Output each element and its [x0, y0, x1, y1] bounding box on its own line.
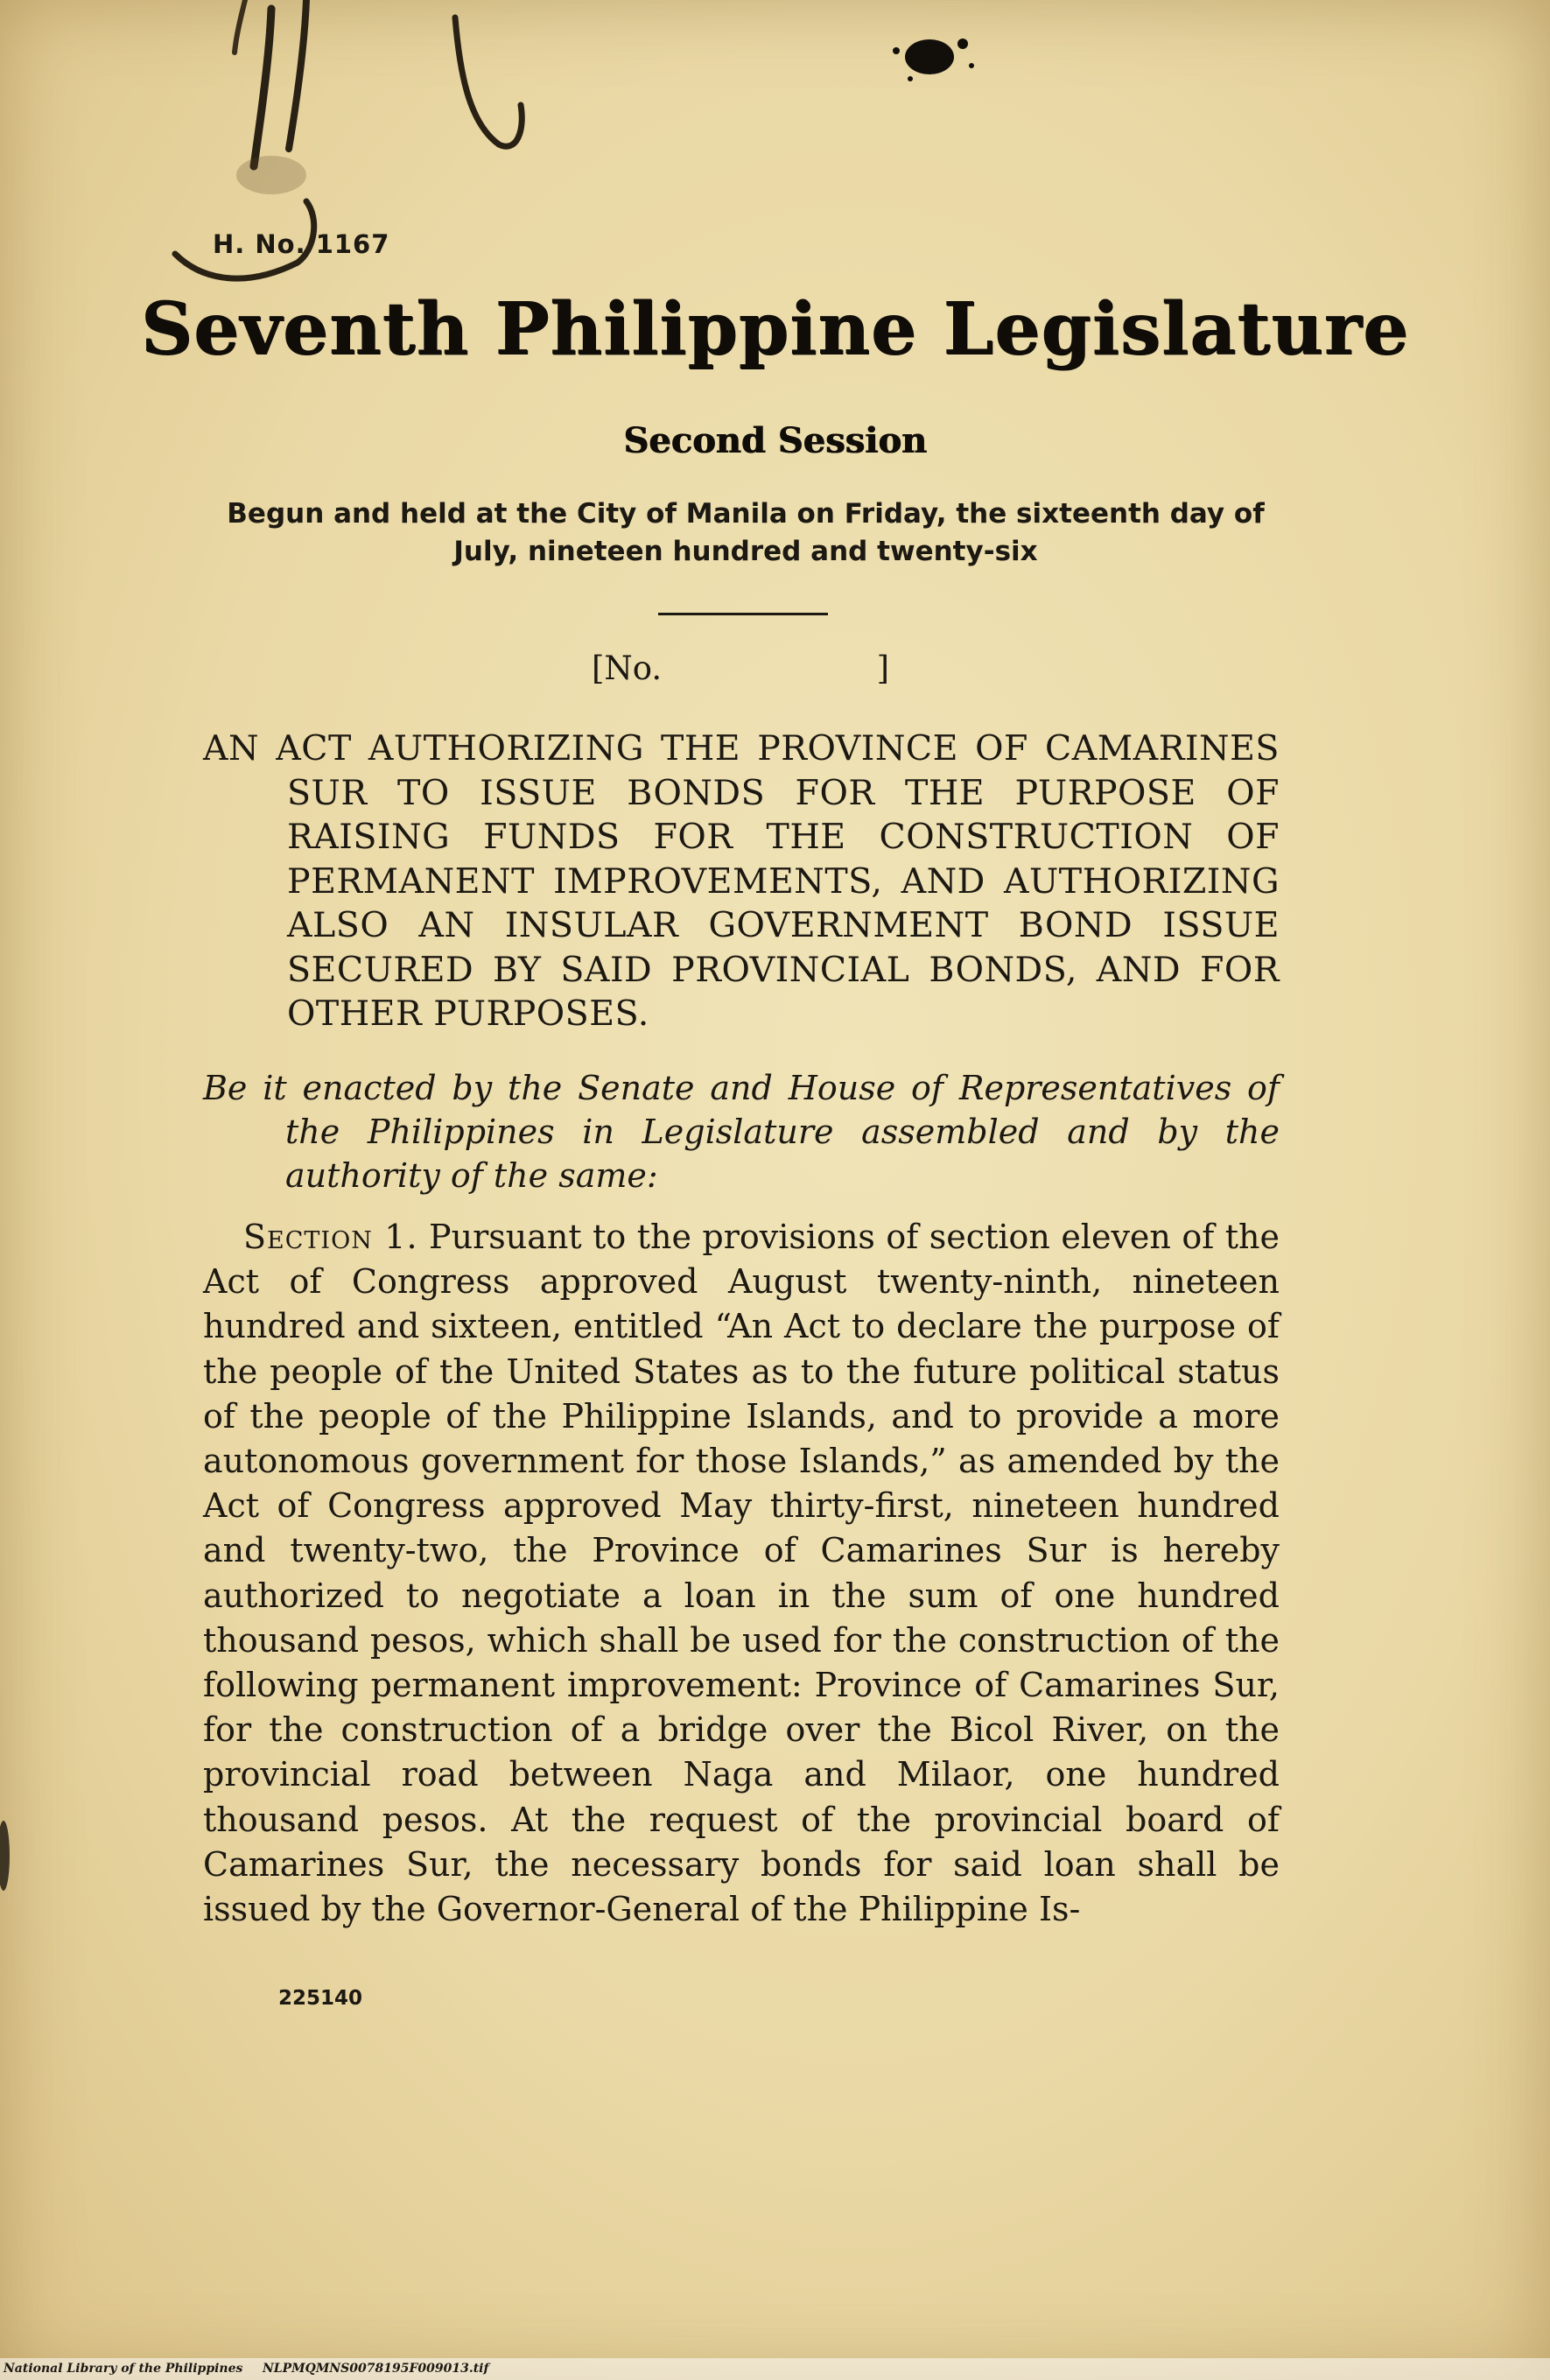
ink-blot [875, 18, 989, 96]
section-text: Pursuant to the provisions of section eleven of the Act of Congress approved August twenty-ninth, nineteen hundred and sixteen, entitled “An Act to declare the purpose of the people of the United States as to the future political status of the people of the Philippine Islands, and to provide a more autonomous government for those Islands,” as amended by the Act of Congress approved May thirty-first, nineteen hundred and twenty-two, the Province of Camarines Sur is hereby authorized to negotiate a loan in the sum of one hundred thousand pesos, which shall be used for the construction of the following permanent improvement: Province of Camarines Sur, for the construction of a bridge over the Bicol River, on the provincial road between Naga and Milaor, one hundred thousand pesos. At the request of the provincial board of Camarines Sur, the necessary bonds for said loan shall be issued by the Governor-General of the Philippine Is- [203, 1218, 1280, 1929]
act-number-open: [No. [592, 649, 663, 687]
edge-stain [0, 1794, 12, 1917]
bill-number: H. No. 1167 [213, 229, 390, 259]
divider-rule [658, 613, 828, 615]
session-title: Second Session [623, 420, 927, 461]
enacting-clause: Be it enacted by the Senate and House of Representatives of the Philippines in Legislature assembled and by the authority of the same: [203, 1069, 1280, 1195]
act-number-placeholder [592, 649, 889, 693]
footer-credit: National Library of the Philippines [4, 2362, 243, 2376]
section-1 [203, 1215, 1280, 1932]
section-label: Section 1. [243, 1218, 418, 1256]
act-number-close: ] [876, 649, 889, 687]
act-title: AN ACT AUTHORIZING THE PROVINCE OF CAMARINES SUR TO ISSUE BONDS FOR THE PURPOSE OF RAISING FUNDS FOR THE CONSTRUCTION OF PERMANENT IMPROVEMENTS, AND AUTHORIZING ALSO AN INSULAR GOVERNMENT BOND ISSUE SECURED BY SAID PROVINCIAL BONDS, AND FOR OTHER PURPOSES. [203, 728, 1280, 1034]
legislature-title: Seventh Philippine Legislature [140, 287, 1410, 371]
session-begun-line: Begun and held at the City of Manila on Friday, the sixteenth day of July, nineteen hundred and twenty-six [227, 498, 1265, 567]
footer-file-name: NLPMQMNS0078195F009013.tif [263, 2362, 489, 2376]
print-code: 225140 [278, 1987, 363, 2010]
